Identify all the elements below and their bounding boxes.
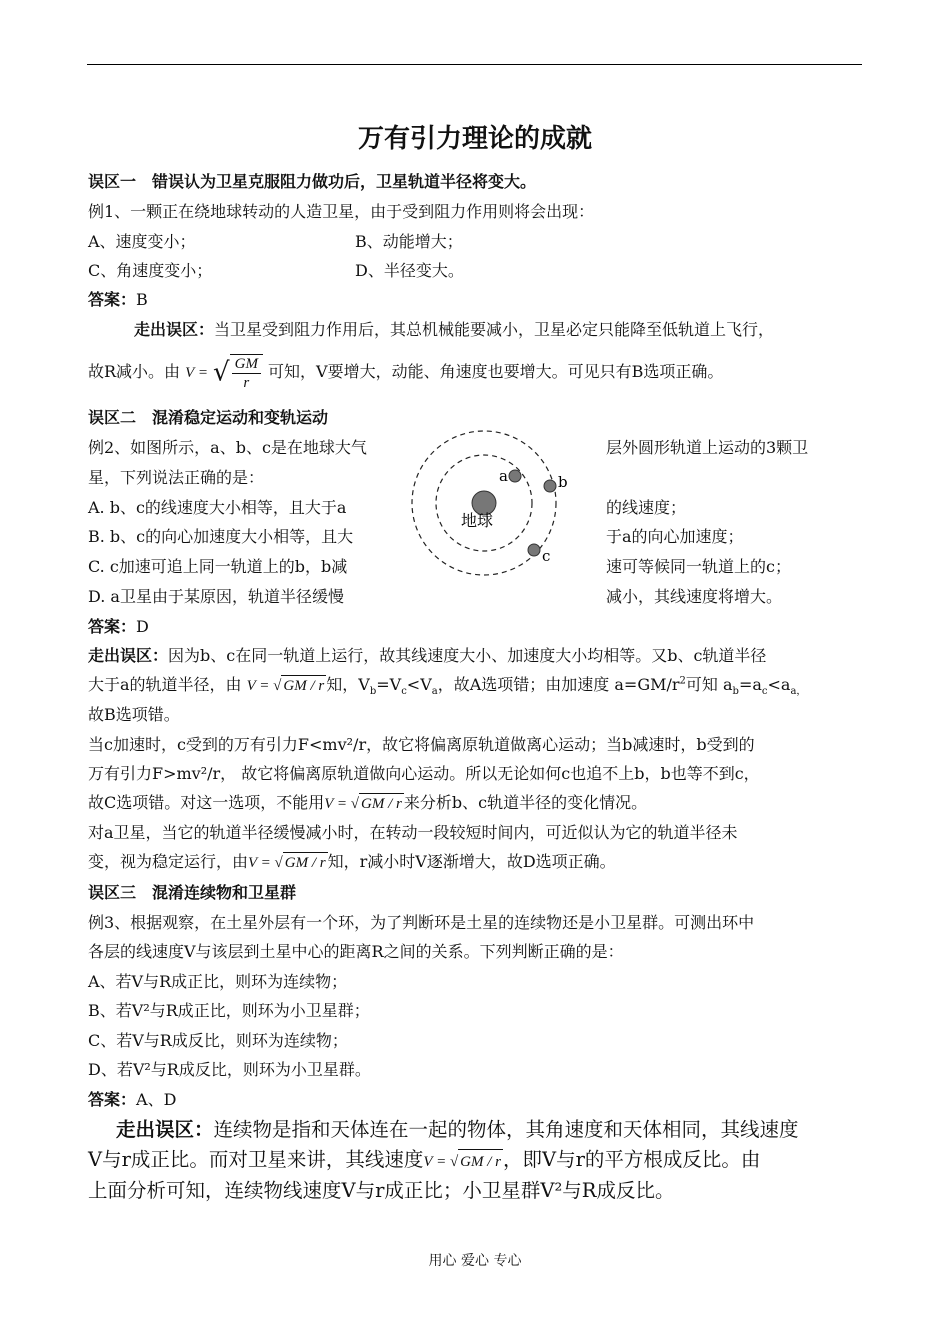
- satellite-c-label: c: [542, 547, 551, 565]
- example2-option-c-left: C. c加速可追上同一轨道上的b，b减: [88, 557, 348, 576]
- explain-label: 走出误区：: [134, 320, 215, 339]
- example3-question-line2: 各层的线速度V与该层到土星中心的距离R之间的关系。下列判断正确的是：: [88, 942, 624, 961]
- example3-option-b: B、若V²与R成正比，则环为小卫星群；: [88, 1001, 370, 1020]
- example2-explain-line7: 对a卫星，当它的轨道半径缓慢减小时，在转动一段较短时间内，可近似认为它的轨道半径未: [88, 823, 738, 842]
- answer-value: B: [136, 290, 148, 309]
- example1-question: 例1、一颗正在绕地球转动的人造卫星，由于受到阻力作用则将会出现：: [88, 202, 595, 221]
- example3-option-a: A、若V与R成正比，则环为连续物；: [88, 972, 348, 991]
- formula-v: V =: [185, 365, 208, 381]
- example1-option-d: D、半径变大。: [355, 261, 464, 280]
- satellite-b-label: b: [558, 473, 568, 491]
- example1-explain-line2: 故R减小。由 V = √ $\frac{GM}{r}$ 可知，V要增大，动能、角速度也要增大。可见只有B选项正确。: [88, 355, 724, 391]
- example2-explain-line3: 故B选项错。: [88, 705, 180, 724]
- example3-option-d: D、若V²与R成反比，则环为小卫星群。: [88, 1060, 371, 1079]
- answer-label: 答案：: [88, 290, 137, 309]
- satellite-a: [509, 470, 521, 482]
- orbit-diagram: [404, 428, 574, 603]
- example1-option-a: A、速度变小；: [88, 232, 196, 251]
- example3-explain-line2: V与r成正比。而对卫星来讲，其线速度V = √ GM / r ，即V与r的平方根成反比。由: [88, 1148, 760, 1174]
- example2-question-line2: 星，下列说法正确的是：: [88, 468, 265, 487]
- example2-option-c-right: 速可等候同一轨道上的c；: [606, 557, 791, 576]
- satellite-b: [544, 480, 556, 492]
- example2-option-b-right: 于a的向心加速度；: [606, 527, 744, 546]
- satellite-c: [528, 544, 540, 556]
- example2-option-a-right: 的线速度；: [606, 498, 687, 517]
- example2-option-b-left: B. b、c的向心加速度大小相等，且大: [88, 527, 354, 546]
- example2-option-d-right: 减小，其线速度将增大。: [606, 587, 783, 606]
- example2-option-d-left: D. a卫星由于某原因，轨道半径缓慢: [88, 587, 344, 606]
- formula-fraction: $\frac{GM}{r}$: [230, 354, 263, 392]
- example2-option-a-left: A. b、c的线速度大小相等，且大于a: [88, 498, 347, 517]
- example2-explain-line8: 变，视为稳定运行，由V = √ GM / r 知，r减小时V逐渐增大，故D选项正确。: [88, 852, 616, 871]
- example1-option-b: B、动能增大；: [355, 232, 463, 251]
- example3-explain-line1: 走出误区：连续物是指和天体连在一起的物体，其角速度和天体相同，其线速度: [116, 1118, 799, 1141]
- earth-label: 地球: [461, 511, 494, 530]
- section2-heading: 误区二 混淆稳定运动和变轨运动: [88, 408, 329, 427]
- example2-explain-line5: 万有引力F>mv²/r， 故它将偏离原轨道做向心运动。所以无论如何c也追不上b，b也等不到c，: [88, 764, 760, 783]
- page-footer: 用心 爱心 专心: [428, 1253, 522, 1269]
- formula-inline: V = √ GM / r: [247, 678, 327, 694]
- header-rule: [87, 64, 862, 65]
- example2-explain-line4: 当c加速时，c受到的万有引力F<mv²/r，故它将偏离原轨道做离心运动；当b减速时，b受到的: [88, 735, 755, 754]
- example1-answer: [88, 290, 148, 310]
- section3-heading: 误区三 混淆连续物和卫星群: [88, 883, 297, 902]
- example3-question-line1: 例3、根据观察，在土星外层有一个环，为了判断环是土星的连续物还是小卫星群。可测出环中: [88, 913, 755, 932]
- example1-explain-line1: 走出误区：当卫星受到阻力作用后，其总机械能要减小，卫星必定只能降至低轨道上飞行，: [134, 320, 775, 339]
- example2-question-left: 例2、如图所示，a、b、c是在地球大气: [88, 438, 367, 457]
- sqrt-symbol: √: [213, 357, 230, 388]
- example2-question-right: 层外圆形轨道上运动的3颗卫: [606, 438, 809, 457]
- example2-explain-line6: 故C选项错。对这一选项，不能用V = √ GM / r 来分析b、c轨道半径的变化情况。: [88, 793, 648, 812]
- satellite-a-label: a: [499, 467, 508, 485]
- example2-explain-line2: 大于a的轨道半径，由 V = √ GM / r 知，$V_b=V_c<V_a$，故A选项错；由加速度 $a=GM/r^2$可知 $a_b=a_c<a_{a,}$: [88, 675, 807, 698]
- example2-answer: 答案：D: [88, 617, 149, 636]
- example2-explain-line1: 走出误区：因为b、c在同一轨道上运行，故其线速度大小、加速度大小均相等。又b、c轨道半径: [88, 646, 767, 665]
- example1-option-c: C、角速度变小；: [88, 261, 213, 280]
- example3-answer: 答案：A、D: [88, 1090, 177, 1109]
- section1-heading: 误区一 错误认为卫星克服阻力做功后，卫星轨道半径将变大。: [88, 172, 537, 191]
- page-title: 万有引力理论的成就: [357, 124, 592, 154]
- example3-option-c: C、若V与R成反比，则环为连续物；: [88, 1031, 348, 1050]
- example3-explain-line3: 上面分析可知，连续物线速度V与r成正比；小卫星群V²与R成反比。: [88, 1179, 675, 1202]
